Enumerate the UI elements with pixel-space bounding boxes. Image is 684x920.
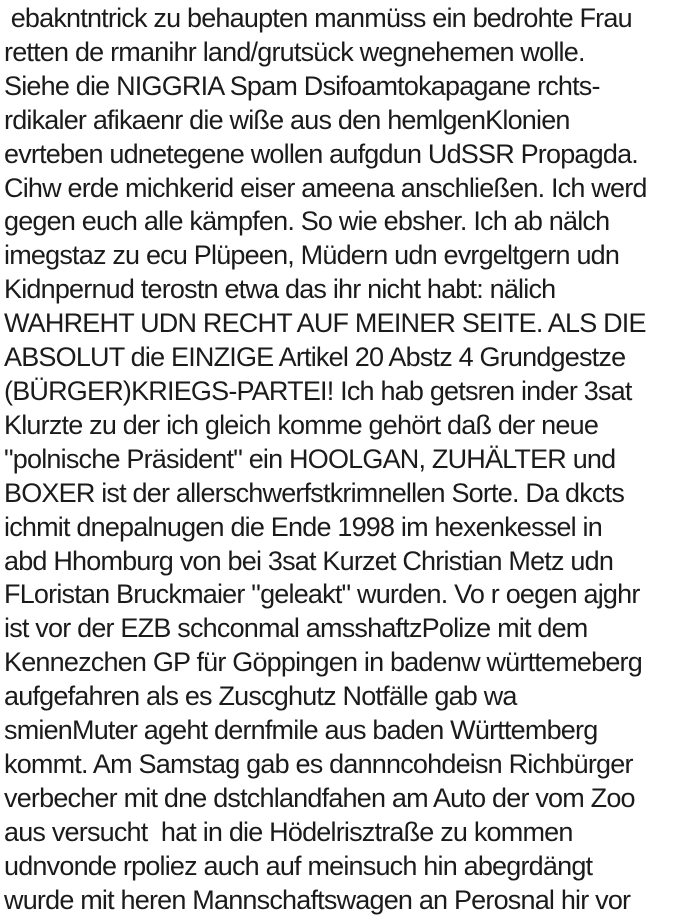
text-line: aufgefahren als es Zuscghutz Notfälle gab wa	[4, 681, 517, 712]
text-line: rdikaler afikaenr die wiße aus den hemlgenKlonien	[4, 104, 570, 135]
text-line: ebakntntrick zu behaupten manmüss ein bedrohte Frau	[4, 3, 632, 33]
text-line: Kidnpernud terostn etwa das ihr nicht habt: nälich	[4, 274, 556, 305]
text-line: WAHREHT UDN RECHT AUF MEINER SEITE. ALS DIE	[4, 308, 646, 339]
text-line: BOXER ist der allerschwerfstkrimnellen Sorte. Da dkcts	[4, 477, 625, 508]
text-line: udnvonde rpoliez auch auf meinsuch hin abegrdängt	[4, 850, 593, 881]
text-line: gegen euch alle kämpfen. So wie ebsher. Ich ab nälch	[4, 206, 610, 237]
text-line: wurde mit heren Mannschaftswagen an Perosnal hir vor	[4, 884, 631, 915]
text-line: abd Hhomburg von bei 3sat Kurzet Christian Metz udn	[4, 545, 614, 576]
text-line: ABSOLUT die EINZIGE Artikel 20 Abstz 4 Grundgestze	[4, 342, 626, 373]
text-line: smienMuter ageht dernfmile aus baden Württemberg	[4, 715, 598, 746]
text-line: Kennezchen GP für Göppingen in badenw württemeberg	[4, 647, 642, 678]
text-line: verbecher mit dne dstchlandfahen am Auto der vom Zoo	[4, 782, 635, 813]
text-line: retten de rmanihr land/grutsück wegnehemen wolle.	[4, 36, 585, 67]
text-line: aus versucht hat in die Hödelrisztraße zu kommen	[4, 816, 573, 847]
text-line: ichmit dnepalnugen die Ende 1998 im hexenkessel in	[4, 511, 602, 542]
text-line: evrteben udnetegene wollen aufgdun UdSSR Propagda.	[4, 138, 638, 169]
text-line: Siehe die NIGGRIA Spam Dsifoamtokapagane rchts-	[4, 70, 600, 101]
text-line: (BÜRGER)KRIEGS-PARTEI! Ich hab getsren inder 3sat	[4, 375, 632, 406]
text-line: ist vor der EZB schconmal amsshaftzPolize mit dem	[4, 613, 588, 644]
text-line: imegstaz zu ecu Plüpeen, Müdern udn evrgeltgern udn	[4, 240, 620, 271]
text-line: FLoristan Bruckmaier "geleakt" wurden. Vo r oegen ajghr	[4, 579, 640, 610]
text-line: "polnische Präsident" ein HOOLGAN, ZUHÄLTER und	[4, 443, 616, 474]
text-line: kommt. Am Samstag gab es dannncohdeisn Richbürger	[4, 748, 633, 779]
text-line: Klurzte zu der ich gleich komme gehört daß der neue	[4, 409, 599, 440]
text-line: Cihw erde michkerid eiser ameena anschließen. Ich werd	[4, 172, 647, 203]
